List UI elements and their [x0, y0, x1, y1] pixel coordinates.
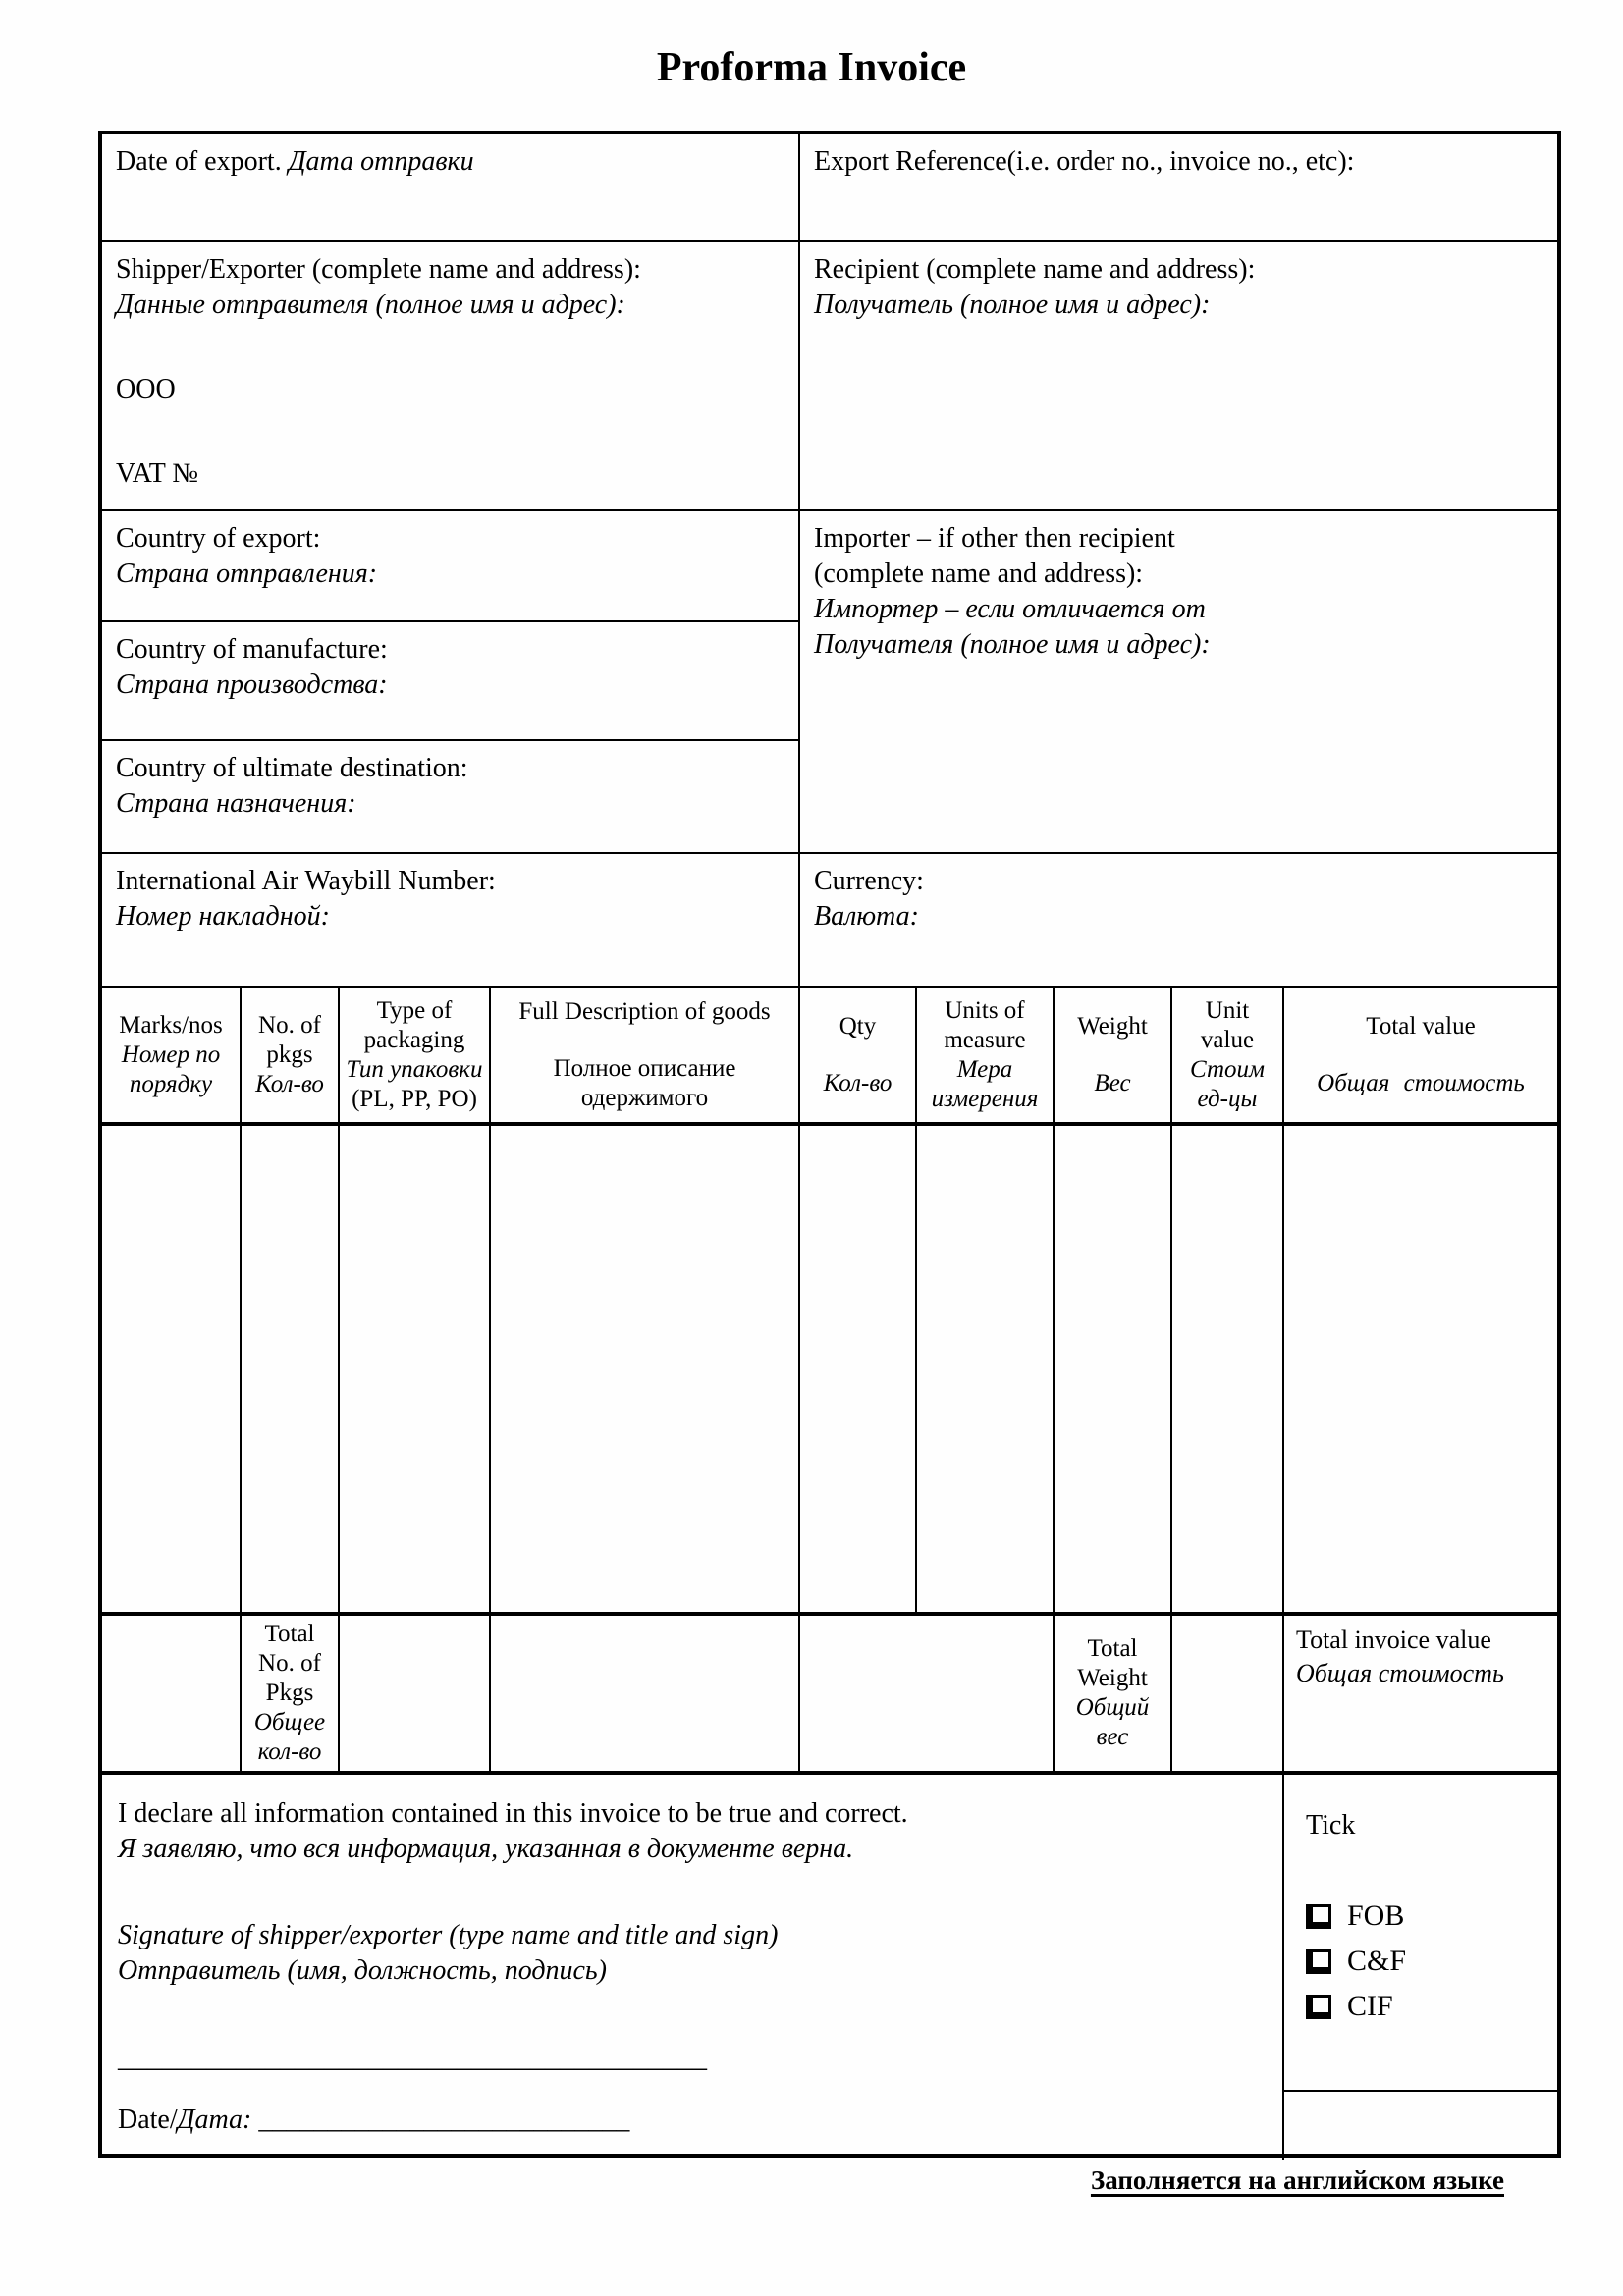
- importer-label-en2: (complete name and address):: [814, 559, 1144, 589]
- shipper-vat-label: VAT №: [116, 458, 199, 489]
- date-of-export-label-en: Date of export.: [116, 146, 282, 177]
- totals-weight-ru1: Общий: [1075, 1694, 1150, 1721]
- totals-pkgs-ru1: Общее: [253, 1709, 326, 1735]
- country-of-destination-label-en: Country of ultimate destination:: [116, 753, 468, 783]
- row-waybill-currency: [102, 854, 1557, 988]
- header-marks-ru1: Номер по: [121, 1041, 221, 1068]
- data-packaging-cell: [340, 1126, 491, 1612]
- data-marks-cell: [102, 1126, 242, 1612]
- data-qty-cell: [800, 1126, 917, 1612]
- importer-cell: [800, 511, 1557, 852]
- header-units-en1: Units of: [945, 996, 1025, 1024]
- header-packaging-en2: packaging: [363, 1026, 465, 1053]
- totals-row: [102, 1616, 1557, 1775]
- header-units: [917, 988, 1055, 1122]
- fill-in-english-note: Заполняется на английском языке: [1090, 2165, 1504, 2195]
- data-unit-value-cell: [1172, 1126, 1284, 1612]
- header-weight-en: Weight: [1077, 1012, 1148, 1040]
- header-unit-value-ru1: Стоим: [1189, 1055, 1266, 1083]
- header-total-value-en: Total value: [1366, 1012, 1476, 1040]
- totals-pkgs-cell: [242, 1616, 340, 1771]
- tick-option-fob[interactable]: [1306, 1898, 1536, 1934]
- goods-header-row: [102, 988, 1557, 1126]
- row-date-reference: [102, 134, 1557, 242]
- tick-cell: [1284, 1775, 1557, 2092]
- recipient-label-en: Recipient (complete name and address):: [814, 254, 1256, 285]
- tick-option-cf[interactable]: [1306, 1944, 1536, 1979]
- header-description: [491, 988, 800, 1122]
- data-total-value-cell: [1284, 1126, 1557, 1612]
- totals-weight-cell: [1055, 1616, 1172, 1771]
- header-packaging: [340, 988, 491, 1122]
- air-waybill-label-en: International Air Waybill Number:: [116, 866, 496, 896]
- cif-label: CIF: [1347, 1990, 1393, 2022]
- total-invoice-value-en: Total invoice value: [1296, 1626, 1491, 1654]
- shipper-label-ru: Данные отправителя (полное имя и адрес):: [116, 290, 625, 320]
- tick-label: Tick: [1306, 1810, 1356, 1841]
- air-waybill-label-ru: Номер накладной:: [116, 901, 330, 932]
- header-pkgs-en1: No. of: [258, 1011, 321, 1039]
- header-marks: [102, 988, 242, 1122]
- header-marks-en: Marks/nos: [119, 1011, 223, 1039]
- header-description-ru1: Полное описание: [553, 1054, 736, 1082]
- date-of-export-cell: [102, 134, 800, 240]
- country-of-export-label-ru: Страна отправления:: [116, 559, 378, 589]
- header-description-ru2: одержимого: [580, 1084, 709, 1111]
- header-qty-ru: Кол-во: [823, 1069, 893, 1096]
- shipper-label-en: Shipper/Exporter (complete name and address):: [116, 254, 641, 285]
- invoice-form-table: [98, 131, 1561, 2158]
- header-total-value: [1284, 988, 1557, 1122]
- shipper-company-value: OOO: [116, 374, 176, 404]
- signature-line: ________________________________________: [118, 2041, 707, 2073]
- countries-stack: [102, 511, 800, 852]
- header-total-value-ru: Общая стоимость: [1317, 1069, 1525, 1096]
- header-units-ru2: измерения: [931, 1085, 1039, 1112]
- header-packaging-en3: (PL, PP, PO): [352, 1085, 477, 1112]
- totals-packaging-cell: [340, 1616, 491, 1771]
- totals-description-cell: [491, 1616, 800, 1771]
- header-packaging-ru: Тип упаковки: [346, 1055, 483, 1083]
- totals-weight-ru2: вес: [1096, 1724, 1129, 1750]
- importer-label-ru2: Получателя (полное имя и адрес):: [814, 629, 1211, 660]
- country-of-manufacture-label-en: Country of manufacture:: [116, 634, 388, 665]
- date-line-blank: ___________________________: [251, 2105, 630, 2135]
- declaration-cell: [102, 1775, 1284, 2160]
- tick-bottom-empty-cell: [1284, 2092, 1557, 2160]
- goods-data-row: [102, 1126, 1557, 1616]
- header-qty: [800, 988, 917, 1122]
- date-line-label-ru: Дата:: [177, 2105, 252, 2135]
- totals-pkgs-ru2: кол-во: [257, 1738, 322, 1765]
- header-unit-value: [1172, 988, 1284, 1122]
- header-weight: [1055, 988, 1172, 1122]
- total-invoice-value-cell: [1284, 1616, 1557, 1771]
- cif-checkbox[interactable]: [1306, 1995, 1331, 2019]
- row-shipper-recipient: [102, 242, 1557, 511]
- currency-cell: [800, 854, 1557, 986]
- country-of-destination-label-ru: Страна назначения:: [116, 788, 356, 819]
- totals-pkgs-en3: Pkgs: [265, 1680, 314, 1706]
- totals-pkgs-en1: Total: [264, 1621, 315, 1647]
- cf-label: C&F: [1347, 1945, 1407, 1977]
- data-pkgs-cell: [242, 1126, 340, 1612]
- totals-qty-units-cell: [800, 1616, 1055, 1771]
- page-title: Proforma Invoice: [656, 45, 967, 90]
- totals-pkgs-en2: No. of: [258, 1650, 321, 1677]
- header-pkgs-en2: pkgs: [266, 1041, 313, 1068]
- header-unit-value-ru2: ед-цы: [1197, 1085, 1258, 1112]
- header-qty-en: Qty: [839, 1012, 877, 1040]
- cf-checkbox[interactable]: [1306, 1949, 1331, 1974]
- importer-label-en1: Importer – if other then recipient: [814, 523, 1175, 554]
- recipient-label-ru: Получатель (полное имя и адрес):: [814, 290, 1211, 320]
- country-of-manufacture-label-ru: Страна производства:: [116, 669, 388, 700]
- currency-label-en: Currency:: [814, 866, 924, 896]
- totals-weight-en1: Total: [1087, 1635, 1138, 1662]
- total-invoice-value-ru: Общая стоимость: [1296, 1659, 1504, 1687]
- declaration-en: I declare all information contained in this invoice to be true and correct.: [118, 1798, 908, 1829]
- country-of-export-label-en: Country of export:: [116, 523, 321, 554]
- totals-weight-en2: Weight: [1077, 1665, 1148, 1691]
- row-countries-importer: [102, 511, 1557, 854]
- header-units-en2: measure: [944, 1026, 1026, 1053]
- header-pkgs-ru: Кол-во: [255, 1070, 324, 1097]
- air-waybill-cell: [102, 854, 800, 986]
- data-weight-cell: [1055, 1126, 1172, 1612]
- signature-instruction-ru: Отправитель (имя, должность, подпись): [118, 1955, 607, 1986]
- date-line-label-en: Date/: [118, 2105, 178, 2135]
- data-units-cell: [917, 1126, 1055, 1612]
- signature-instruction-en: Signature of shipper/exporter (type name and title and sign): [118, 1920, 779, 1950]
- tick-options: [1306, 1898, 1536, 2024]
- totals-marks-cell: [102, 1616, 242, 1771]
- export-reference-label: Export Reference(i.e. order no., invoice no., etc):: [814, 146, 1355, 177]
- date-of-export-label-ru: Дата отправки: [288, 146, 474, 177]
- header-weight-ru: Вес: [1094, 1069, 1131, 1096]
- header-marks-ru2: порядку: [129, 1070, 213, 1097]
- recipient-cell: [800, 242, 1557, 509]
- country-of-export-cell: [102, 511, 798, 622]
- export-reference-cell: [800, 134, 1557, 240]
- country-of-destination-cell: [102, 741, 798, 852]
- data-description-cell: [491, 1126, 800, 1612]
- country-of-manufacture-cell: [102, 622, 798, 741]
- currency-label-ru: Валюта:: [814, 901, 919, 932]
- header-pkgs: [242, 988, 340, 1122]
- header-units-ru1: Мера: [956, 1055, 1013, 1083]
- header-unit-value-en2: value: [1200, 1026, 1255, 1053]
- header-packaging-en1: Type of: [376, 996, 453, 1024]
- totals-unit-value-cell: [1172, 1616, 1284, 1771]
- tick-option-cif[interactable]: [1306, 1989, 1536, 2024]
- row-declaration-tick: [102, 1775, 1557, 2160]
- date-line: [118, 2103, 1267, 2138]
- fob-checkbox[interactable]: [1306, 1904, 1331, 1929]
- header-description-en: Full Description of goods: [518, 997, 771, 1025]
- shipper-cell: [102, 242, 800, 509]
- declaration-ru: Я заявляю, что вся информация, указанная в документе верна.: [118, 1834, 854, 1864]
- fob-label: FOB: [1347, 1899, 1405, 1932]
- tick-column: [1284, 1775, 1557, 2160]
- header-unit-value-en1: Unit: [1205, 996, 1250, 1024]
- importer-label-ru1: Импортер – если отличается от: [814, 594, 1206, 624]
